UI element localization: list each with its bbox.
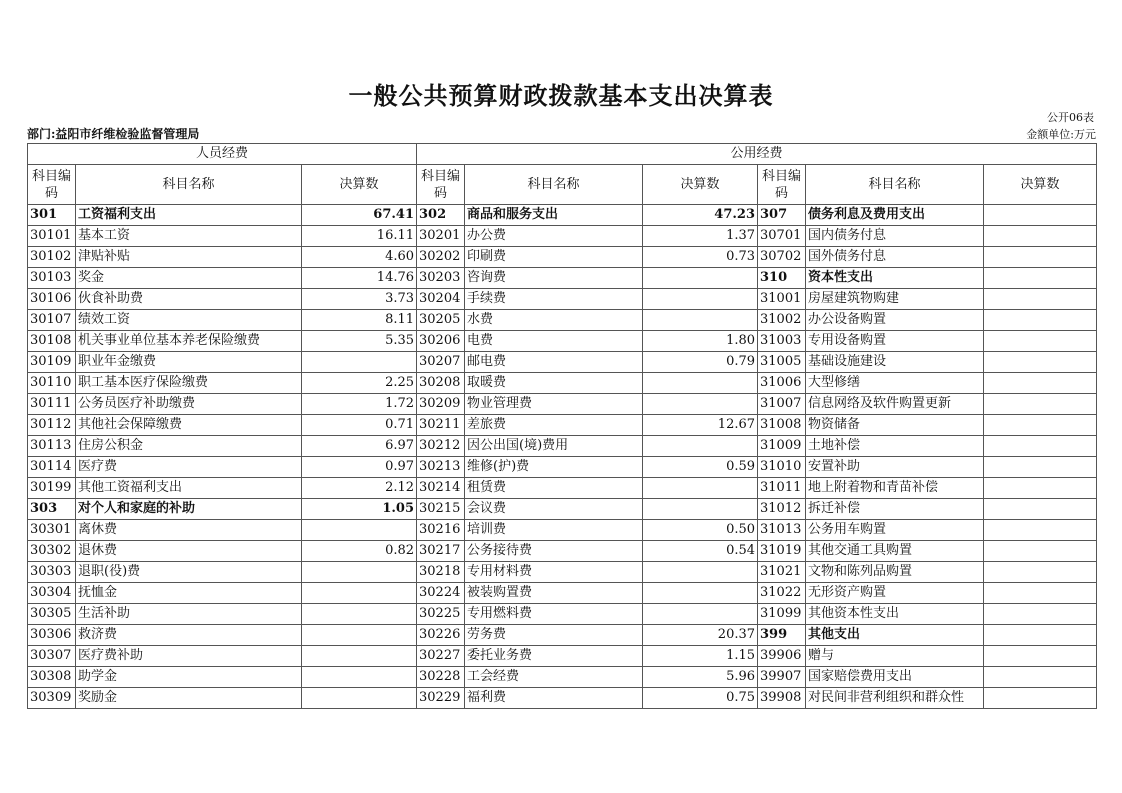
cell-code: 310 xyxy=(758,268,806,289)
cell-name: 手续费 xyxy=(465,289,643,310)
cell-amount xyxy=(643,436,758,457)
cell-code: 30224 xyxy=(417,583,465,604)
cell-amount xyxy=(984,310,1097,331)
cell-code: 31022 xyxy=(758,583,806,604)
group-header-personnel: 人员经费 xyxy=(28,144,417,165)
cell-code: 31001 xyxy=(758,289,806,310)
cell-code: 30305 xyxy=(28,604,76,625)
cell-name: 职工基本医疗保险缴费 xyxy=(76,373,302,394)
cell-amount xyxy=(984,205,1097,226)
cell-code: 30211 xyxy=(417,415,465,436)
cell-amount: 1.72 xyxy=(302,394,417,415)
cell-code: 31013 xyxy=(758,520,806,541)
group-header-public: 公用经费 xyxy=(417,144,1097,165)
table-row xyxy=(28,583,1097,604)
cell-amount: 0.73 xyxy=(643,247,758,268)
cell-amount: 20.37 xyxy=(643,625,758,646)
col-header-amount: 决算数 xyxy=(984,165,1097,205)
cell-amount xyxy=(643,373,758,394)
cell-amount xyxy=(302,667,417,688)
table-row xyxy=(28,394,1097,415)
cell-name: 商品和服务支出 xyxy=(465,205,643,226)
col-header-amount: 决算数 xyxy=(643,165,758,205)
cell-amount xyxy=(984,562,1097,583)
table-row xyxy=(28,268,1097,289)
cell-code: 30303 xyxy=(28,562,76,583)
cell-amount xyxy=(643,583,758,604)
cell-amount: 0.71 xyxy=(302,415,417,436)
cell-name: 公务接待费 xyxy=(465,541,643,562)
cell-amount xyxy=(984,688,1097,709)
cell-code: 30110 xyxy=(28,373,76,394)
cell-name: 赠与 xyxy=(806,646,984,667)
cell-name: 土地补偿 xyxy=(806,436,984,457)
cell-name: 资本性支出 xyxy=(806,268,984,289)
cell-name: 房屋建筑物购建 xyxy=(806,289,984,310)
cell-name: 公务用车购置 xyxy=(806,520,984,541)
cell-code: 39907 xyxy=(758,667,806,688)
table-row xyxy=(28,604,1097,625)
cell-code: 30207 xyxy=(417,352,465,373)
cell-amount xyxy=(984,646,1097,667)
cell-amount xyxy=(302,520,417,541)
cell-name: 安置补助 xyxy=(806,457,984,478)
cell-amount xyxy=(984,436,1097,457)
cell-name: 抚恤金 xyxy=(76,583,302,604)
cell-name: 对民间非营利组织和群众性 xyxy=(806,688,984,709)
cell-code: 30702 xyxy=(758,247,806,268)
cell-amount xyxy=(984,394,1097,415)
cell-name: 文物和陈列品购置 xyxy=(806,562,984,583)
cell-code: 30112 xyxy=(28,415,76,436)
cell-code: 30213 xyxy=(417,457,465,478)
cell-name: 债务利息及费用支出 xyxy=(806,205,984,226)
cell-code: 31006 xyxy=(758,373,806,394)
cell-name: 维修(护)费 xyxy=(465,457,643,478)
cell-code: 30205 xyxy=(417,310,465,331)
cell-amount xyxy=(643,562,758,583)
cell-name: 差旅费 xyxy=(465,415,643,436)
cell-code: 30201 xyxy=(417,226,465,247)
cell-code: 303 xyxy=(28,499,76,520)
cell-code: 31009 xyxy=(758,436,806,457)
cell-name: 国家赔偿费用支出 xyxy=(806,667,984,688)
cell-name: 奖金 xyxy=(76,268,302,289)
cell-code: 30226 xyxy=(417,625,465,646)
cell-amount: 0.59 xyxy=(643,457,758,478)
cell-amount xyxy=(302,562,417,583)
table-row xyxy=(28,331,1097,352)
cell-amount xyxy=(302,604,417,625)
cell-name: 基础设施建设 xyxy=(806,352,984,373)
expenditure-table xyxy=(27,143,1097,709)
cell-code: 30203 xyxy=(417,268,465,289)
cell-name: 退职(役)费 xyxy=(76,562,302,583)
cell-amount: 0.75 xyxy=(643,688,758,709)
cell-code: 30308 xyxy=(28,667,76,688)
cell-name: 委托业务费 xyxy=(465,646,643,667)
cell-name: 电费 xyxy=(465,331,643,352)
cell-amount xyxy=(984,415,1097,436)
table-row xyxy=(28,226,1097,247)
cell-name: 生活补助 xyxy=(76,604,302,625)
cell-amount: 5.96 xyxy=(643,667,758,688)
cell-name: 职业年金缴费 xyxy=(76,352,302,373)
cell-code: 30101 xyxy=(28,226,76,247)
cell-amount xyxy=(984,520,1097,541)
cell-amount xyxy=(302,352,417,373)
table-row xyxy=(28,478,1097,499)
cell-code: 30206 xyxy=(417,331,465,352)
cell-amount xyxy=(302,688,417,709)
cell-code: 30225 xyxy=(417,604,465,625)
table-row xyxy=(28,688,1097,709)
cell-amount xyxy=(984,247,1097,268)
cell-code: 302 xyxy=(417,205,465,226)
cell-code: 31003 xyxy=(758,331,806,352)
cell-name: 取暖费 xyxy=(465,373,643,394)
cell-name: 伙食补助费 xyxy=(76,289,302,310)
cell-code: 31010 xyxy=(758,457,806,478)
cell-name: 福利费 xyxy=(465,688,643,709)
cell-name: 公务员医疗补助缴费 xyxy=(76,394,302,415)
table-row xyxy=(28,289,1097,310)
cell-amount xyxy=(984,331,1097,352)
cell-amount: 0.50 xyxy=(643,520,758,541)
col-header-amount: 决算数 xyxy=(302,165,417,205)
table-row xyxy=(28,457,1097,478)
cell-code: 30108 xyxy=(28,331,76,352)
cell-code: 31099 xyxy=(758,604,806,625)
cell-code: 31005 xyxy=(758,352,806,373)
cell-name: 机关事业单位基本养老保险缴费 xyxy=(76,331,302,352)
cell-code: 30199 xyxy=(28,478,76,499)
cell-code: 30218 xyxy=(417,562,465,583)
page-title: 一般公共预算财政拨款基本支出决算表 xyxy=(348,82,774,110)
table-row xyxy=(28,310,1097,331)
cell-amount xyxy=(302,646,417,667)
cell-amount xyxy=(984,226,1097,247)
table-row xyxy=(28,205,1097,226)
col-header-name: 科目名称 xyxy=(465,165,643,205)
cell-code: 31008 xyxy=(758,415,806,436)
cell-code: 39906 xyxy=(758,646,806,667)
cell-amount xyxy=(984,667,1097,688)
cell-name: 医疗费补助 xyxy=(76,646,302,667)
col-header-code: 科目编码 xyxy=(758,165,806,205)
cell-name: 办公费 xyxy=(465,226,643,247)
table-tag: 公开06表 xyxy=(1047,111,1094,124)
cell-code: 30215 xyxy=(417,499,465,520)
cell-amount: 0.97 xyxy=(302,457,417,478)
cell-code: 30227 xyxy=(417,646,465,667)
cell-amount: 4.60 xyxy=(302,247,417,268)
cell-name: 基本工资 xyxy=(76,226,302,247)
cell-name: 印刷费 xyxy=(465,247,643,268)
cell-name: 地上附着物和青苗补偿 xyxy=(806,478,984,499)
cell-code: 30107 xyxy=(28,310,76,331)
cell-code: 30111 xyxy=(28,394,76,415)
cell-amount xyxy=(643,310,758,331)
table-row xyxy=(28,436,1097,457)
cell-name: 离休费 xyxy=(76,520,302,541)
table-row xyxy=(28,499,1097,520)
cell-amount xyxy=(984,289,1097,310)
cell-amount: 0.82 xyxy=(302,541,417,562)
cell-name: 对个人和家庭的补助 xyxy=(76,499,302,520)
cell-name: 救济费 xyxy=(76,625,302,646)
cell-code: 30701 xyxy=(758,226,806,247)
cell-amount: 1.15 xyxy=(643,646,758,667)
table-row xyxy=(28,373,1097,394)
cell-name: 会议费 xyxy=(465,499,643,520)
cell-amount xyxy=(984,373,1097,394)
cell-amount xyxy=(984,478,1097,499)
table-row xyxy=(28,520,1097,541)
cell-name: 无形资产购置 xyxy=(806,583,984,604)
cell-amount xyxy=(643,268,758,289)
cell-amount xyxy=(984,268,1097,289)
cell-code: 30103 xyxy=(28,268,76,289)
cell-name: 专用材料费 xyxy=(465,562,643,583)
cell-amount: 0.79 xyxy=(643,352,758,373)
cell-code: 30113 xyxy=(28,436,76,457)
cell-code: 30216 xyxy=(417,520,465,541)
cell-name: 拆迁补偿 xyxy=(806,499,984,520)
cell-code: 30214 xyxy=(417,478,465,499)
cell-name: 咨询费 xyxy=(465,268,643,289)
cell-name: 工会经费 xyxy=(465,667,643,688)
cell-name: 租赁费 xyxy=(465,478,643,499)
cell-name: 津贴补贴 xyxy=(76,247,302,268)
cell-amount: 67.41 xyxy=(302,205,417,226)
cell-amount: 1.05 xyxy=(302,499,417,520)
cell-amount: 16.11 xyxy=(302,226,417,247)
cell-name: 医疗费 xyxy=(76,457,302,478)
cell-name: 国内债务付息 xyxy=(806,226,984,247)
col-header-name: 科目名称 xyxy=(806,165,984,205)
cell-code: 30229 xyxy=(417,688,465,709)
cell-name: 其他工资福利支出 xyxy=(76,478,302,499)
cell-code: 30204 xyxy=(417,289,465,310)
cell-code: 39908 xyxy=(758,688,806,709)
cell-amount xyxy=(302,583,417,604)
cell-name: 绩效工资 xyxy=(76,310,302,331)
cell-name: 水费 xyxy=(465,310,643,331)
cell-code: 30114 xyxy=(28,457,76,478)
table-row xyxy=(28,625,1097,646)
cell-code: 399 xyxy=(758,625,806,646)
cell-code: 30106 xyxy=(28,289,76,310)
cell-amount xyxy=(984,604,1097,625)
cell-amount xyxy=(984,625,1097,646)
cell-amount: 1.80 xyxy=(643,331,758,352)
cell-amount xyxy=(643,604,758,625)
cell-amount xyxy=(984,583,1097,604)
col-header-name: 科目名称 xyxy=(76,165,302,205)
cell-code: 30209 xyxy=(417,394,465,415)
cell-code: 31019 xyxy=(758,541,806,562)
cell-name: 办公设备购置 xyxy=(806,310,984,331)
table-row xyxy=(28,562,1097,583)
cell-name: 助学金 xyxy=(76,667,302,688)
cell-code: 30212 xyxy=(417,436,465,457)
cell-name: 住房公积金 xyxy=(76,436,302,457)
cell-amount xyxy=(643,499,758,520)
cell-name: 被装购置费 xyxy=(465,583,643,604)
cell-name: 因公出国(境)费用 xyxy=(465,436,643,457)
cell-code: 31021 xyxy=(758,562,806,583)
cell-name: 专用设备购置 xyxy=(806,331,984,352)
cell-name: 信息网络及软件购置更新 xyxy=(806,394,984,415)
table-row xyxy=(28,247,1097,268)
cell-name: 国外债务付息 xyxy=(806,247,984,268)
cell-name: 其他交通工具购置 xyxy=(806,541,984,562)
cell-code: 30208 xyxy=(417,373,465,394)
cell-code: 31007 xyxy=(758,394,806,415)
cell-amount xyxy=(984,457,1097,478)
cell-code: 30228 xyxy=(417,667,465,688)
cell-name: 物业管理费 xyxy=(465,394,643,415)
cell-amount: 47.23 xyxy=(643,205,758,226)
cell-name: 培训费 xyxy=(465,520,643,541)
department-label: 部门:益阳市纤维检验监督管理局 xyxy=(27,127,200,141)
cell-code: 30304 xyxy=(28,583,76,604)
cell-code: 30202 xyxy=(417,247,465,268)
table-row xyxy=(28,646,1097,667)
table-row xyxy=(28,352,1097,373)
cell-name: 奖励金 xyxy=(76,688,302,709)
cell-amount: 12.67 xyxy=(643,415,758,436)
cell-code: 301 xyxy=(28,205,76,226)
cell-name: 邮电费 xyxy=(465,352,643,373)
col-header-code: 科目编码 xyxy=(28,165,76,205)
table-row xyxy=(28,541,1097,562)
cell-name: 其他资本性支出 xyxy=(806,604,984,625)
cell-name: 专用燃料费 xyxy=(465,604,643,625)
cell-amount xyxy=(984,352,1097,373)
cell-code: 31011 xyxy=(758,478,806,499)
cell-amount: 0.54 xyxy=(643,541,758,562)
cell-code: 30301 xyxy=(28,520,76,541)
cell-amount: 1.37 xyxy=(643,226,758,247)
unit-label: 金额单位:万元 xyxy=(1026,128,1096,141)
table-row xyxy=(28,415,1097,436)
cell-code: 30109 xyxy=(28,352,76,373)
table-row xyxy=(28,667,1097,688)
cell-name: 劳务费 xyxy=(465,625,643,646)
cell-name: 物资储备 xyxy=(806,415,984,436)
cell-amount: 6.97 xyxy=(302,436,417,457)
cell-name: 退休费 xyxy=(76,541,302,562)
cell-code: 30309 xyxy=(28,688,76,709)
cell-code: 31002 xyxy=(758,310,806,331)
cell-amount xyxy=(643,478,758,499)
cell-code: 30307 xyxy=(28,646,76,667)
cell-code: 30302 xyxy=(28,541,76,562)
cell-amount: 2.25 xyxy=(302,373,417,394)
cell-amount xyxy=(984,541,1097,562)
col-header-code: 科目编码 xyxy=(417,165,465,205)
cell-code: 30306 xyxy=(28,625,76,646)
cell-name: 大型修缮 xyxy=(806,373,984,394)
cell-amount xyxy=(643,394,758,415)
cell-amount: 2.12 xyxy=(302,478,417,499)
cell-amount: 5.35 xyxy=(302,331,417,352)
cell-code: 30217 xyxy=(417,541,465,562)
cell-amount xyxy=(643,289,758,310)
cell-name: 其他社会保障缴费 xyxy=(76,415,302,436)
cell-amount xyxy=(984,499,1097,520)
cell-amount xyxy=(302,625,417,646)
cell-amount: 3.73 xyxy=(302,289,417,310)
cell-amount: 8.11 xyxy=(302,310,417,331)
cell-code: 31012 xyxy=(758,499,806,520)
cell-code: 30102 xyxy=(28,247,76,268)
cell-name: 工资福利支出 xyxy=(76,205,302,226)
cell-amount: 14.76 xyxy=(302,268,417,289)
cell-code: 307 xyxy=(758,205,806,226)
cell-name: 其他支出 xyxy=(806,625,984,646)
